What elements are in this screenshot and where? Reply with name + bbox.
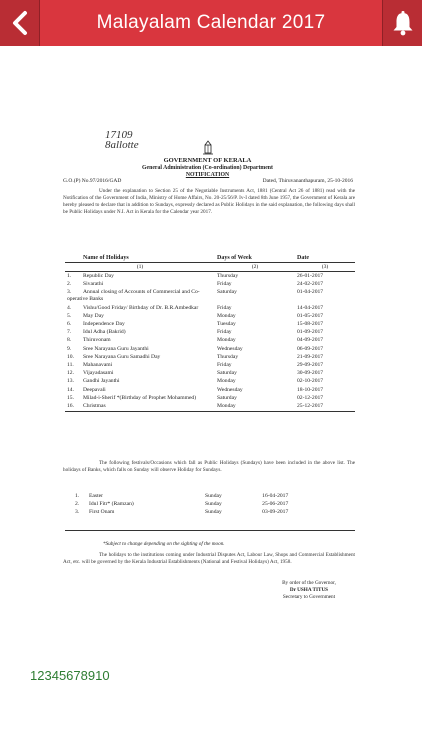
- page-link[interactable]: 6: [66, 668, 74, 683]
- sunday-holiday-date: 16-04-2017: [262, 492, 289, 499]
- holiday-table: [65, 254, 355, 412]
- table-row: [65, 402, 355, 411]
- holiday-name: Sree Narayana Guru Samadhi Day: [83, 353, 161, 360]
- subject-note: *Subject to change depending on the sighting of the moon.: [103, 541, 225, 547]
- holiday-number: 15.: [67, 394, 74, 401]
- holiday-name-cell: [65, 320, 215, 328]
- handwritten-line: 8allotte: [105, 139, 139, 151]
- holiday-name: Republic Day: [83, 272, 114, 279]
- holiday-name: Independence Day: [83, 320, 125, 327]
- column-header: Days of Week: [215, 254, 295, 263]
- page-link[interactable]: 2: [37, 668, 45, 683]
- holiday-number: 10.: [67, 353, 74, 360]
- holiday-date: 01-04-2017: [297, 289, 324, 296]
- holiday-date: 04-09-2017: [297, 337, 324, 344]
- holiday-name: Annual closing of Accounts of Commercial and Co-operative Banks: [67, 289, 200, 303]
- sunday-holiday-name: First Onam: [89, 508, 115, 515]
- holiday-day: Wednesday: [217, 345, 243, 352]
- holiday-name-cell: [65, 370, 215, 378]
- table-row: [65, 304, 355, 312]
- page-link[interactable]: 3: [44, 668, 52, 683]
- table-row: [65, 370, 355, 378]
- holiday-date: 06-09-2017: [297, 345, 324, 352]
- holiday-name: Mahanavami: [83, 361, 113, 368]
- sunday-note: The following festivals/Occasions which fall as Public Holidays (Sundays) have been included in the above list. The holidays of Banks, which falls on Sunday will observe Holiday for Sundays.: [63, 460, 355, 473]
- holiday-day: Monday: [215, 402, 295, 411]
- sunday-holiday-number: 2.: [75, 500, 80, 507]
- holiday-day: Wednesday: [217, 386, 243, 393]
- table-row: [65, 329, 355, 337]
- table-row: [65, 394, 355, 402]
- holiday-day: Tuesday: [217, 320, 236, 327]
- holiday-date: 14-04-2017: [297, 304, 324, 311]
- table-row: [65, 272, 355, 281]
- closing-paragraph: The holidays to the institutions coming under Industrial Disputes Act, Labour Law, Shops and Commercial Establishment Act, etc. will be governed by the Kerala Industrial Establishments (National and Festival Holidays) Act, 1958.: [63, 552, 355, 565]
- sunday-holiday-name-cell: [73, 492, 203, 500]
- government-heading: GOVERNMENT OF KERALA: [163, 157, 252, 164]
- holiday-day: Friday: [217, 361, 232, 368]
- sunday-holiday-name: Idul Fitr* (Ramzan): [89, 500, 134, 507]
- sunday-holiday-date: 25-06-2017: [262, 500, 289, 507]
- holiday-number: 7.: [67, 329, 72, 336]
- holiday-date: 01-05-2017: [297, 312, 324, 319]
- bell-icon: [392, 10, 414, 36]
- holiday-name-cell: [65, 280, 215, 288]
- holiday-name-cell: [65, 329, 215, 337]
- column-header: Date: [295, 254, 355, 263]
- holiday-number: 1.: [67, 272, 72, 279]
- holiday-number: 4.: [67, 304, 72, 311]
- sunday-holiday-name-cell: [73, 508, 203, 516]
- holiday-day: Saturday: [217, 370, 237, 377]
- app-header: [0, 0, 422, 46]
- holiday-name-cell: [65, 289, 215, 304]
- holiday-name: Sree Narayana Guru Jayanthi: [83, 345, 149, 352]
- holiday-number: 11.: [67, 361, 74, 368]
- holiday-name-cell: [65, 386, 215, 394]
- holiday-name: Gandhi Jayanthi: [83, 378, 120, 385]
- holiday-number: 2.: [67, 280, 72, 287]
- holiday-name-cell: [65, 312, 215, 320]
- holiday-name: Christmas: [83, 402, 106, 409]
- table-row: [65, 280, 355, 288]
- handwritten-line: 17109: [105, 129, 133, 141]
- holiday-name-cell: [65, 304, 215, 312]
- holiday-day: Thursday: [217, 272, 239, 279]
- column-number: (3): [295, 263, 355, 272]
- table-row: [73, 500, 343, 508]
- sunday-holiday-table: [73, 492, 343, 517]
- sunday-holiday-day: Sunday: [205, 500, 222, 507]
- holiday-date: 01-09-2017: [297, 329, 324, 336]
- holiday-name: Vishu/Good Friday/ Birthday of Dr. B.R.Ambedkar: [83, 304, 199, 311]
- intro-paragraph: Under the explanation to Section 25 of the Negotiable Instruments Act, 1881 (Central Act 26 of 1881) read with the Notification of the Government of India, Ministry of Home Affairs, No. 20-25/56/P. Iv-I dated 8th June 1957, the Government of Kerala are hereby pleased to declare that in addition to Sundays, expressly declared as Public Holidays in the said explanation, the following days shall be Public Holidays under N.I. Act in Kerala for the Calendar year 2017.: [63, 188, 355, 215]
- signer-title: Secretary to Government: [282, 594, 336, 600]
- column-number: (1): [65, 263, 215, 272]
- holiday-date: 02-12-2017: [297, 394, 324, 401]
- table-row: [73, 508, 343, 516]
- reference-number: G.O.(P) No.97/2016/GAD: [63, 178, 122, 184]
- sunday-holiday-day: Sunday: [205, 492, 222, 499]
- table-row: [65, 289, 355, 304]
- holiday-date: 25-12-2017: [295, 402, 355, 411]
- table-row: [65, 378, 355, 386]
- holiday-day: Saturday: [217, 394, 237, 401]
- back-button[interactable]: [0, 0, 40, 46]
- holiday-date: 24-02-2017: [297, 280, 324, 287]
- signer-by-order: By order of the Governor,: [282, 580, 336, 586]
- holiday-day: Monday: [217, 337, 236, 344]
- holiday-number: 6.: [67, 320, 72, 327]
- holiday-date: 15-08-2017: [297, 320, 324, 327]
- table-row: [65, 353, 355, 361]
- holiday-date: 29-09-2017: [297, 361, 324, 368]
- page-title: Malayalam Calendar 2017: [96, 12, 326, 33]
- table-row: [65, 312, 355, 320]
- holiday-date: 02-10-2017: [297, 378, 324, 385]
- handwritten-note: [105, 130, 139, 150]
- holiday-name-cell: [65, 361, 215, 369]
- holiday-name-cell: [65, 402, 215, 411]
- holiday-date: 18-10-2017: [297, 386, 324, 393]
- holiday-number: 5.: [67, 312, 72, 319]
- holiday-number: 16.: [67, 402, 74, 409]
- page-selector: [30, 668, 110, 683]
- table-row: [73, 492, 343, 500]
- holiday-name: Sivarathi: [83, 280, 104, 287]
- table-row: [65, 361, 355, 369]
- notification-heading: NOTIFICATION: [185, 172, 230, 178]
- divider: [65, 530, 355, 531]
- chevron-left-icon: [11, 10, 29, 36]
- holiday-name: Thiruvonam: [83, 337, 111, 344]
- holiday-name: Deepavali: [83, 386, 106, 393]
- sunday-holiday-number: 1.: [75, 492, 80, 499]
- holiday-number: 8.: [67, 337, 72, 344]
- page-link[interactable]: 8: [80, 668, 88, 683]
- holiday-day: Friday: [217, 280, 232, 287]
- reference-date: Dated, Thiruvananthapuram, 25-10-2016: [262, 178, 353, 184]
- sunday-holiday-name-cell: [73, 500, 203, 508]
- notifications-button[interactable]: [382, 0, 422, 46]
- holiday-name-cell: [65, 345, 215, 353]
- table-row: [65, 386, 355, 394]
- page-link[interactable]: 4: [51, 668, 59, 683]
- page-link[interactable]: 1: [30, 668, 38, 683]
- holiday-number: 13.: [67, 378, 74, 385]
- column-header: Name of Holidays: [65, 254, 215, 263]
- sunday-holiday-name: Easter: [89, 492, 103, 499]
- department-heading: General Administration (Co-ordination) Department: [142, 165, 273, 171]
- holiday-day: Monday: [217, 378, 236, 385]
- column-number: (2): [215, 263, 295, 272]
- holiday-date: 21-09-2017: [297, 353, 324, 360]
- holiday-name: Vijayadasami: [83, 370, 114, 377]
- holiday-day: Thursday: [217, 353, 239, 360]
- sunday-holiday-date: 03-09-2017: [262, 508, 289, 515]
- holiday-number: 9.: [67, 345, 72, 352]
- notification-document: [55, 118, 360, 618]
- holiday-name: Milad-i-Sherif *(Birthday of Prophet Mohammed): [83, 394, 197, 401]
- holiday-name-cell: [65, 353, 215, 361]
- table-row: [65, 320, 355, 328]
- sunday-holiday-number: 3.: [75, 508, 80, 515]
- state-emblem-icon: [202, 140, 214, 156]
- table-row: [65, 345, 355, 353]
- signer-name: Dr USHA TITUS: [289, 587, 329, 593]
- holiday-day: Saturday: [217, 289, 237, 296]
- holiday-name: Idul Adha (Bakrid): [83, 329, 126, 336]
- holiday-date: 30-09-2017: [297, 370, 324, 377]
- holiday-number: 12.: [67, 370, 74, 377]
- holiday-name: May Day: [83, 312, 104, 319]
- holiday-number: 3.: [67, 289, 72, 296]
- page-link[interactable]: 10: [95, 668, 110, 683]
- holiday-date: 26-01-2017: [297, 272, 324, 279]
- holiday-name-cell: [65, 378, 215, 386]
- page-link[interactable]: 5: [58, 668, 67, 683]
- sunday-holiday-day: Sunday: [205, 508, 222, 515]
- holiday-day: Friday: [217, 329, 232, 336]
- table-row: [65, 337, 355, 345]
- holiday-number: 14.: [67, 386, 74, 393]
- holiday-name-cell: [65, 394, 215, 402]
- holiday-day: Friday: [217, 304, 232, 311]
- holiday-day: Monday: [217, 312, 236, 319]
- holiday-name-cell: [65, 337, 215, 345]
- reference-line: [63, 178, 353, 184]
- page-link[interactable]: 9: [87, 668, 96, 683]
- page-link[interactable]: 7: [73, 668, 81, 683]
- holiday-name-cell: [65, 272, 215, 281]
